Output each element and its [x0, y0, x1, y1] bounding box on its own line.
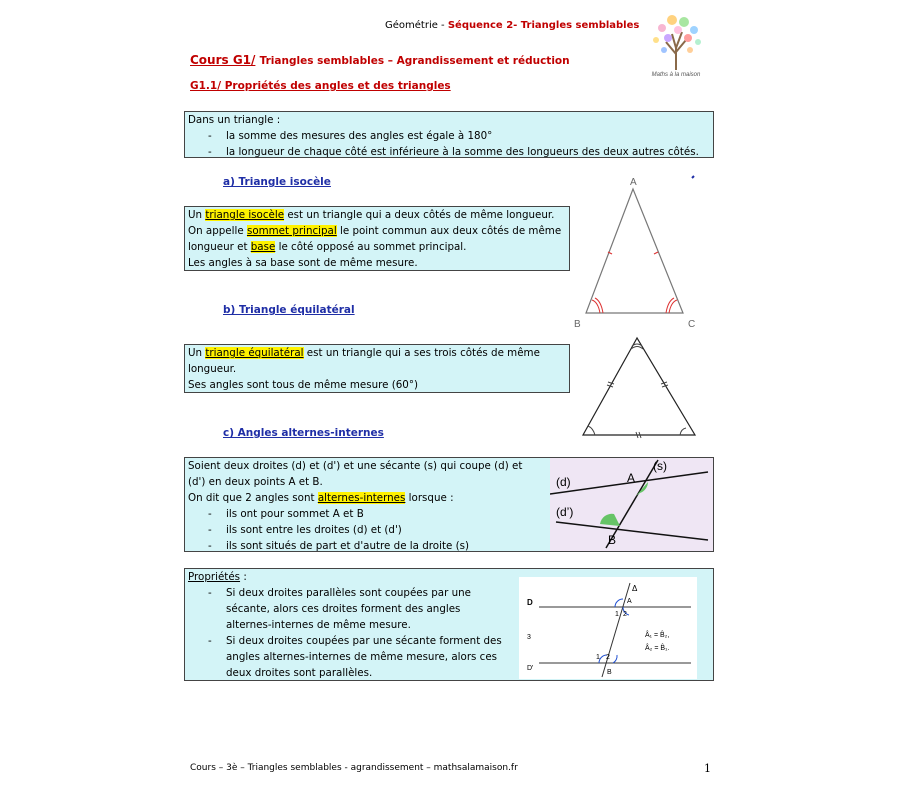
equation-2: Â₂ = B̂₁. — [645, 645, 670, 652]
page-number: 1 — [704, 762, 711, 775]
course-number: Cours G1/ — [190, 53, 256, 67]
label-D-prime: D' — [527, 665, 534, 672]
header-prefix: Géométrie - — [385, 20, 448, 31]
properties-heading: Propriétés — [188, 571, 241, 583]
label-s: (s) — [653, 459, 667, 473]
intro-lead: Dans un triangle : — [188, 114, 281, 126]
equilateral-triangle-figure — [574, 330, 710, 442]
label-angle-1a: 1 — [615, 611, 619, 618]
intro-box — [184, 111, 714, 158]
highlight-isosceles: triangle isocèle — [205, 209, 285, 221]
parallel-lines-figure — [519, 577, 697, 679]
equilateral-text: Un triangle équilatéral est un triangle qui a ses trois côtés de même longueur. Ses angles sont tous de même mesure (60°) — [188, 347, 540, 391]
label-point-b: B — [608, 533, 617, 547]
course-subtitle: Triangles semblables – Agrandissement et réduction — [259, 55, 570, 67]
equation-1: Â₁ = B̂₂, — [645, 632, 670, 639]
isosceles-text: Un triangle isocèle est un triangle qui a deux côtés de même longueur. On appelle sommet principal le point commun aux deux côtés de même longueur et base le côté opposé au sommet principal. Les angles à sa base sont de même mesure. — [188, 209, 562, 269]
label-d-prime: (d’) — [556, 505, 574, 519]
equilateral-box — [184, 344, 570, 393]
isosceles-heading: a) Triangle isocèle — [223, 176, 331, 188]
page-header — [385, 20, 639, 31]
label-B: B — [607, 669, 612, 676]
highlight-alternate: alternes-internes — [317, 492, 406, 504]
alternate-item: - ils sont entre les droites (d) et (d') — [188, 522, 540, 538]
highlight-equilateral: triangle équilatéral — [205, 347, 304, 359]
label-point-a: A — [627, 471, 636, 485]
alternate-heading: c) Angles alternes-internes — [223, 427, 384, 439]
property-item: - Si deux droites parallèles sont coupées par une sécante, alors ces droites forment des angles alternes-internes de même mesure. — [188, 585, 508, 633]
label-d: (d) — [556, 475, 571, 489]
label-A: A — [627, 598, 632, 605]
label-angle-1b: 1 — [596, 654, 600, 661]
isosceles-box — [184, 206, 570, 271]
label-angle-2a: 2 — [623, 611, 627, 618]
alternate-item: - ils sont situés de part et d'autre de la droite (s) — [188, 538, 540, 554]
course-title — [190, 53, 570, 67]
tree-logo-icon — [642, 8, 710, 78]
alternate-angles-figure — [550, 458, 713, 551]
alternate-text: Soient deux droites (d) et (d') et une sécante (s) qui coupe (d) et (d') en deux points A et B. On dit que 2 angles sont alternes-internes lorsque : - ils ont pour sommet A et B - ils sont entre les droites (d) et (d') - ils sont situés de part et d'autre de la droite (s) — [188, 458, 540, 554]
label-b: B — [574, 319, 581, 330]
label-D: D — [527, 598, 533, 607]
figure-mark: 3 — [527, 634, 531, 641]
label-delta: Δ — [632, 584, 638, 593]
intro-item: - la longueur de chaque côté est inférieure à la somme des longueurs des deux autres côtés. — [188, 144, 710, 160]
alternate-item: - ils ont pour sommet A et B — [188, 506, 540, 522]
logo-text: Maths à la maison — [651, 72, 701, 78]
footer-text: Cours – 3è – Triangles semblables - agrandissement – mathsalamaison.fr — [190, 763, 518, 773]
highlight-main-vertex: sommet principal — [246, 225, 337, 237]
highlight-base: base — [250, 241, 276, 253]
intro-item: - la somme des mesures des angles est égale à 180° — [188, 128, 710, 144]
label-angle-2b: 2 — [606, 654, 610, 661]
label-c: C — [688, 319, 696, 330]
isosceles-triangle-figure — [570, 172, 710, 332]
label-a: A — [630, 177, 637, 188]
header-sequence: Séquence 2- Triangles semblables — [447, 20, 640, 31]
section-title: G1.1/ Propriétés des angles et des triangles — [190, 80, 451, 92]
properties-text: Propriétés : - Si deux droites parallèles sont coupées par une sécante, alors ces droites forment des angles alternes-internes de même mesure. - Si deux droites coupées par une sécante forment des angles alternes-internes de même mesure, alors ces deux droites sont parallèles. — [188, 569, 508, 681]
equilateral-heading: b) Triangle équilatéral — [223, 304, 355, 316]
property-item: - Si deux droites coupées par une sécante forment des angles alternes-internes de même mesure, alors ces deux droites sont parallèles. — [188, 633, 508, 681]
